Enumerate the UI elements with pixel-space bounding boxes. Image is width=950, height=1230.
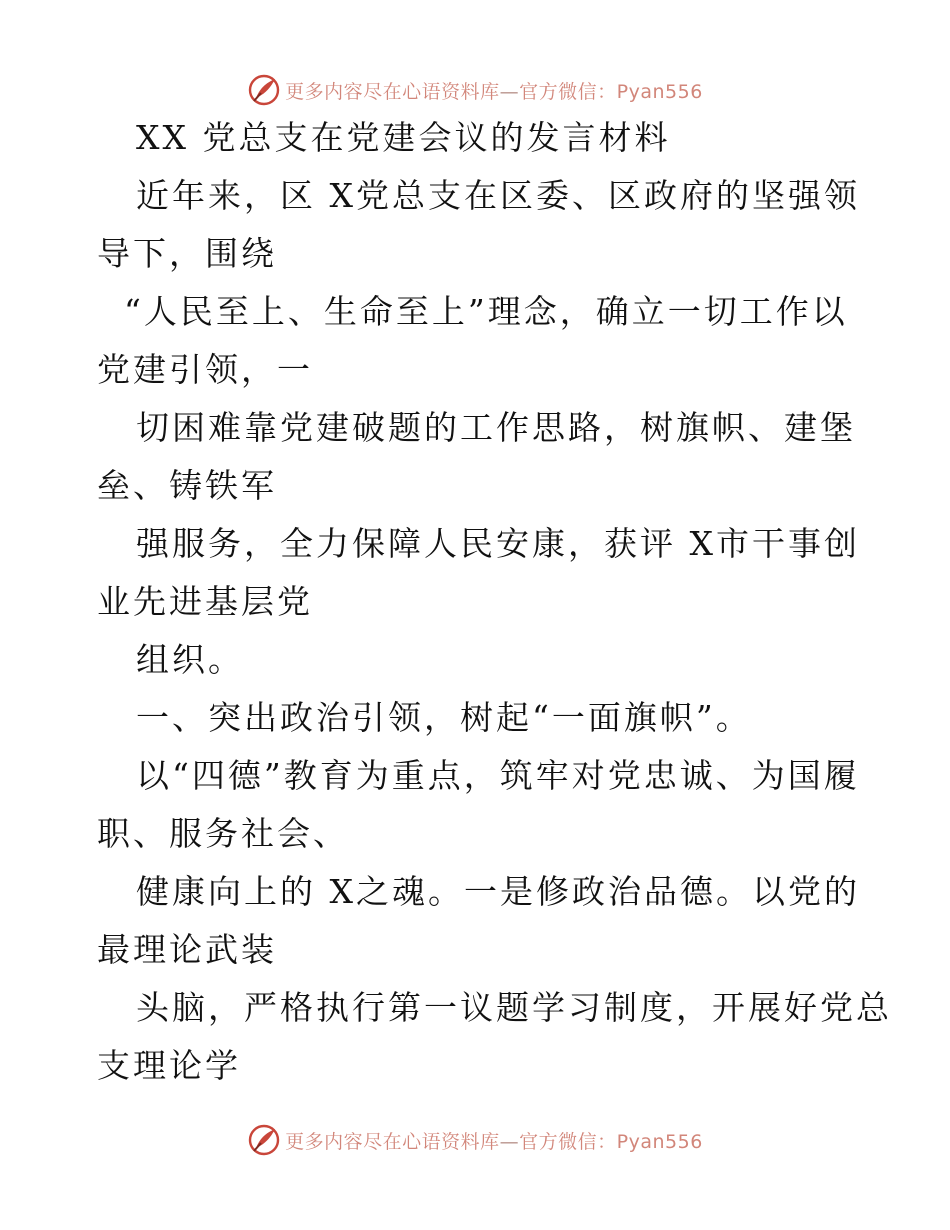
watermark-text: 更多内容尽在心语资料库—官方微信：Pyan556 <box>285 1130 703 1153</box>
paragraph-line: 健康向上的 X之魂。一是修政治品德。以党的 <box>136 872 860 911</box>
watermark-text: 更多内容尽在心语资料库—官方微信：Pyan556 <box>285 80 703 103</box>
paragraph-line: 最理论武装 <box>97 930 277 969</box>
paragraph-line: 支理论学 <box>97 1046 241 1085</box>
paragraph-line: 导下，围绕 <box>97 234 277 273</box>
watermark-banner-top <box>0 70 950 110</box>
paragraph-line: 业先进基层党 <box>97 582 313 621</box>
feather-pen-logo-icon <box>247 73 281 107</box>
paragraph-line: 头脑，严格执行第一议题学习制度，开展好党总 <box>136 988 892 1027</box>
paragraph-line: 近年来，区 X党总支在区委、区政府的坚强领 <box>136 176 860 215</box>
watermark-banner-bottom <box>0 1120 950 1160</box>
section-heading: 一、突出政治引领，树起“一面旗帜”。 <box>136 698 752 737</box>
paragraph-line: 职、服务社会、 <box>97 814 349 853</box>
paragraph-line: 切困难靠党建破题的工作思路，树旗帜、建堡 <box>136 408 856 447</box>
document-title: XX 党总支在党建会议的发言材料 <box>136 118 671 157</box>
paragraph-line: 党建引领，一 <box>97 350 313 389</box>
paragraph-line: 以“四德”教育为重点，筑牢对党忠诚、为国履 <box>136 756 860 795</box>
paragraph-line: 垒、铸铁军 <box>97 466 277 505</box>
paragraph-line: 组织。 <box>136 640 244 679</box>
paragraph-line: 强服务，全力保障人民安康，获评 X市干事创 <box>136 524 860 563</box>
feather-pen-logo-icon <box>247 1123 281 1157</box>
paragraph-line: “人民至上、生命至上”理念，确立一切工作以 <box>124 292 848 331</box>
